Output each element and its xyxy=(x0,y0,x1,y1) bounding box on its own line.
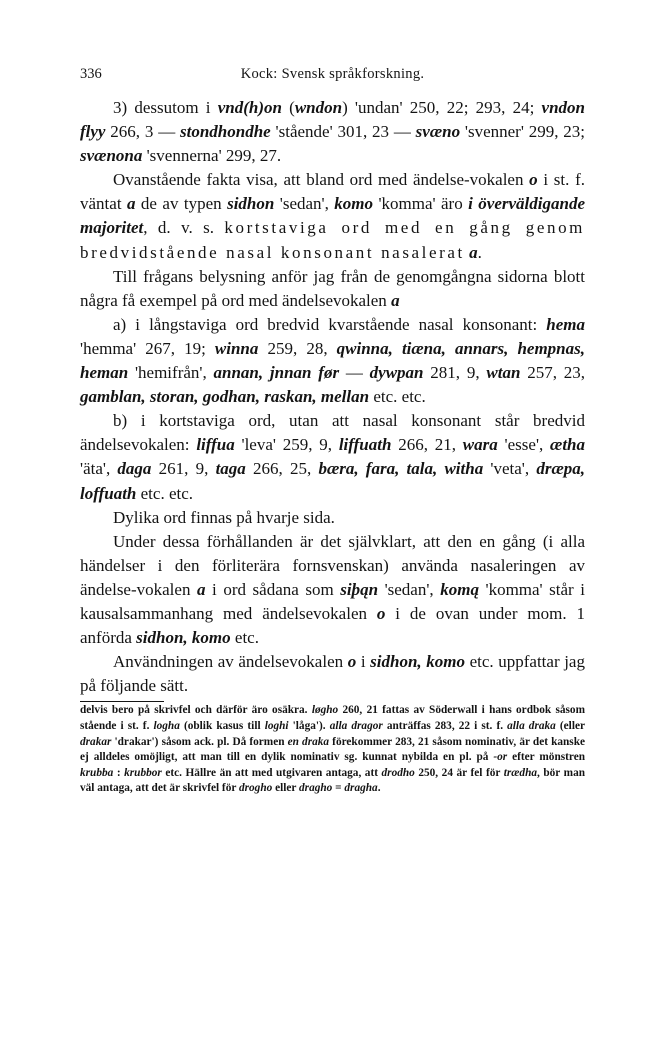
footnote: delvis bero på skrivfel och därför äro osäkra. løgho 260, 21 fattas av Söderwall i hans ordbok såsom stående i st. f. logha (oblik kasus till loghi 'låga'). alla dragor anträffas 283, 22 i st. f. alla draka (eller drakar 'drakar') såsom ack. pl. Då formen en draka förekommer 283, 21 såsom nominativ, är det kanske ej alldeles omöjligt, att man till en dylik nominativ sg. kunnat nybilda en pl. på -or efter mönstren krubba : krubbor etc. Hällre än att med utgivaren antaga, att drodho 250, 24 är fel för trædha, bör man väl antaga, att det är skrivfel för drogho eller dragho = dragha. xyxy=(80,704,586,795)
paragraph-5: b) i kortstaviga ord, utan att nasal konsonant står bredvid ändelsevokalen: liffua 'leva' 259, 9, liffuath 266, 21, wara 'esse', ætha 'äta', daga 261, 9, taga 266, 25, bæra, fara, tala, witha 'veta', dræpa, loffuath etc. etc. xyxy=(80,411,586,503)
paragraph-7: Under dessa förhållanden är det självklart, att den en gång (i alla händelser i den förliterära fornsvenskan) använda nasaleringen av ändelse-vokalen a i ord sådana som siþąn 'sedan', komą 'komma' står i kausalsammanhang med ändelsevokalen o i de ovan under mom. 1 anförda sidhon, komo etc. xyxy=(80,531,586,648)
paragraph-6: Dylika ord finnas på hvarje sida. xyxy=(113,507,335,527)
page-number: 336 xyxy=(80,66,102,82)
paragraph-1: 3) dessutom i vnd(h)on (wndon) 'undan' 250, 22; 293, 24; vndon flyy 266, 3 — stondhondhe 'stående' 301, 23 — svæno 'svenner' 299, 23; svænona 'svennerna' 299, 27. xyxy=(80,98,586,166)
running-head: Kock: Svensk språkforskning. xyxy=(240,66,425,82)
paragraph-3: Till frågans belysning anför jag från de genomgångna sidorna blott några få exempel på ord med ändelsevokalen a xyxy=(80,266,585,310)
book-page xyxy=(80,62,585,797)
page-header xyxy=(80,62,585,86)
paragraph-8: Användningen av ändelsevokalen o i sidhon, komo etc. uppfattar jag på följande sätt. xyxy=(80,652,585,696)
spaced-emphasis: kortstaviga ord med en gång genom bredvidstående nasal konsonant nasalerat xyxy=(80,218,585,262)
paragraph-4: a) i långstaviga ord bredvid kvarstående nasal konsonant: hema 'hemma' 267, 19; winna 259, 28, qwinna, tiæna, annars, hempnas, heman 'hemifrån', annan, jnnan før — dywpan 281, 9, wtan 257, 23, gamblan, storan, godhan, raskan, mellan etc. etc. xyxy=(80,314,586,407)
paragraph-2: Ovanstående fakta visa, att bland ord med ändelse-vokalen o i st. f. väntat a de av typen sidhon 'sedan', komo 'komma' äro i överväldigande majoritet, d. v. s. kortstaviga ord med en gång genom bredvidstående nasal konsonant nasalerat a. xyxy=(80,170,586,262)
footnote-divider xyxy=(80,701,164,702)
